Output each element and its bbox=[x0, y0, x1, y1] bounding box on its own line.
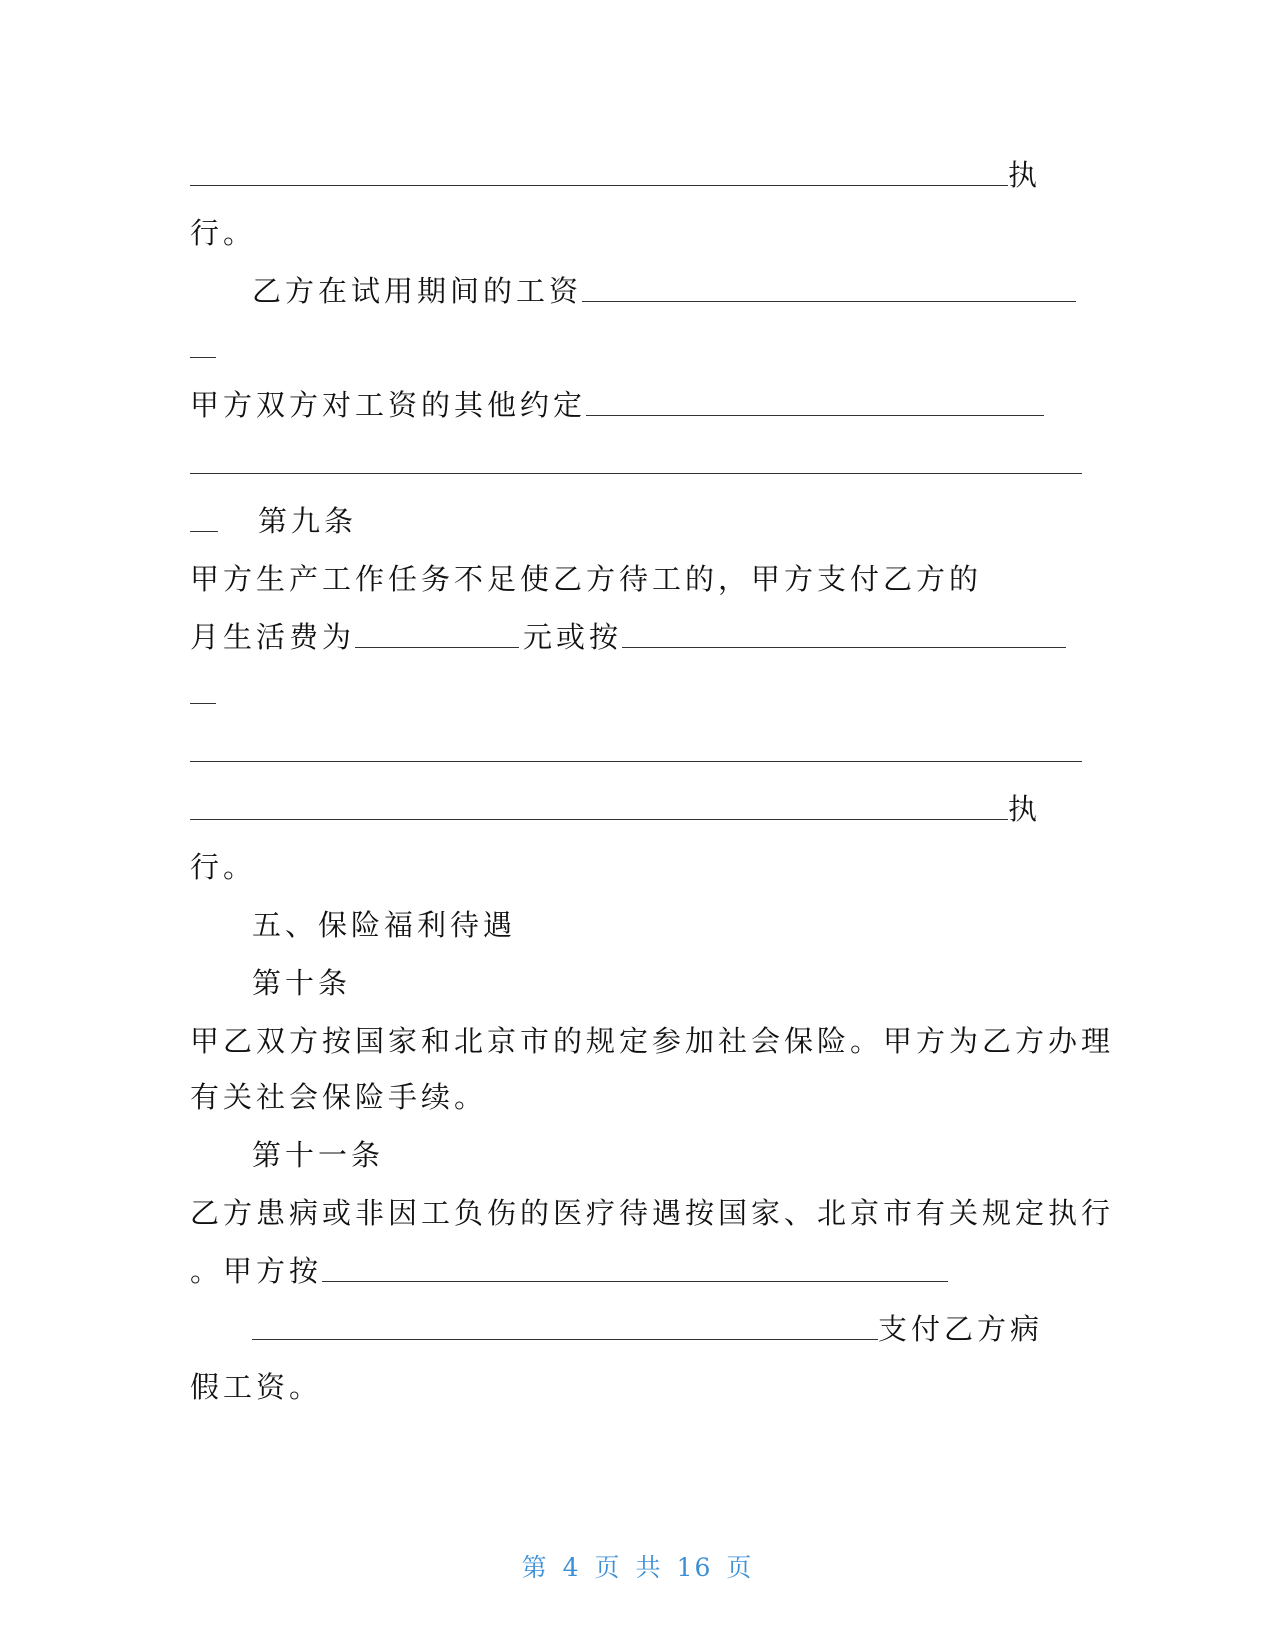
fill-blank bbox=[190, 357, 216, 358]
line-text: 乙方在试用期间的工资 bbox=[252, 274, 583, 308]
line-text: 行。 bbox=[190, 216, 257, 250]
current-page-number: 4 bbox=[562, 1553, 581, 1582]
line-text: 第十一条 bbox=[252, 1138, 385, 1172]
fill-blank bbox=[190, 703, 216, 704]
section-heading bbox=[252, 896, 516, 940]
text-line bbox=[252, 1300, 1043, 1344]
line-text: 假工资。 bbox=[190, 1370, 323, 1404]
line-text: 元或按 bbox=[523, 620, 623, 654]
line-text: 第十条 bbox=[252, 966, 352, 1000]
line-text: 有关社会保险手续。 bbox=[190, 1080, 488, 1114]
line-text: 行。 bbox=[190, 850, 257, 884]
fill-blank bbox=[190, 185, 1008, 186]
total-page-count: 16 bbox=[676, 1553, 713, 1582]
footer-label: 共 bbox=[635, 1553, 663, 1582]
article-heading bbox=[252, 1126, 384, 1170]
fill-blank bbox=[622, 647, 1066, 648]
fill-blank bbox=[355, 647, 519, 648]
footer-label: 第 bbox=[521, 1553, 549, 1582]
line-text: 执 bbox=[1008, 158, 1042, 192]
line-text: 甲方生产工作任务不足使乙方待工的，甲方支付乙方的 bbox=[190, 562, 983, 596]
line-text: 五、保险福利待遇 bbox=[252, 908, 517, 942]
fill-blank bbox=[190, 819, 1008, 820]
text-line bbox=[190, 1242, 948, 1286]
text-line bbox=[190, 1358, 322, 1402]
text-line bbox=[190, 434, 1082, 478]
line-text: 。甲方按 bbox=[190, 1254, 323, 1288]
page-footer bbox=[0, 1548, 1275, 1584]
text-line bbox=[190, 838, 256, 882]
text-line bbox=[190, 318, 216, 362]
text-line bbox=[190, 550, 982, 594]
text-line bbox=[190, 608, 1066, 652]
text-line bbox=[190, 780, 1041, 824]
text-line bbox=[190, 376, 1044, 420]
fill-blank bbox=[190, 761, 1082, 762]
text-line bbox=[190, 664, 216, 708]
text-line bbox=[190, 1012, 1114, 1056]
fill-blank bbox=[582, 301, 1076, 302]
text-line bbox=[190, 722, 1082, 766]
line-text: 月生活费为 bbox=[190, 620, 356, 654]
text-line bbox=[190, 204, 256, 248]
text-line bbox=[190, 1184, 1114, 1228]
text-line bbox=[190, 492, 357, 536]
line-text: 乙方患病或非因工负伤的医疗待遇按国家、北京市有关规定执行 bbox=[190, 1196, 1115, 1230]
line-text: 甲方双方对工资的其他约定 bbox=[190, 388, 587, 422]
fill-blank bbox=[190, 473, 1082, 474]
article-heading: 第九条 bbox=[258, 504, 358, 538]
footer-label: 页 bbox=[726, 1553, 754, 1582]
line-text: 支付乙方病 bbox=[878, 1312, 1044, 1346]
text-line bbox=[190, 146, 1041, 190]
fill-blank bbox=[322, 1281, 948, 1282]
fill-blank bbox=[252, 1339, 878, 1340]
line-text: 甲乙双方按国家和北京市的规定参加社会保险。甲方为乙方办理 bbox=[190, 1024, 1115, 1058]
fill-blank bbox=[586, 415, 1044, 416]
footer-label: 页 bbox=[594, 1553, 622, 1582]
fill-blank bbox=[190, 531, 218, 532]
text-line bbox=[190, 1068, 487, 1112]
article-heading bbox=[252, 954, 351, 998]
text-line bbox=[252, 262, 1076, 306]
line-text: 执 bbox=[1008, 792, 1042, 826]
